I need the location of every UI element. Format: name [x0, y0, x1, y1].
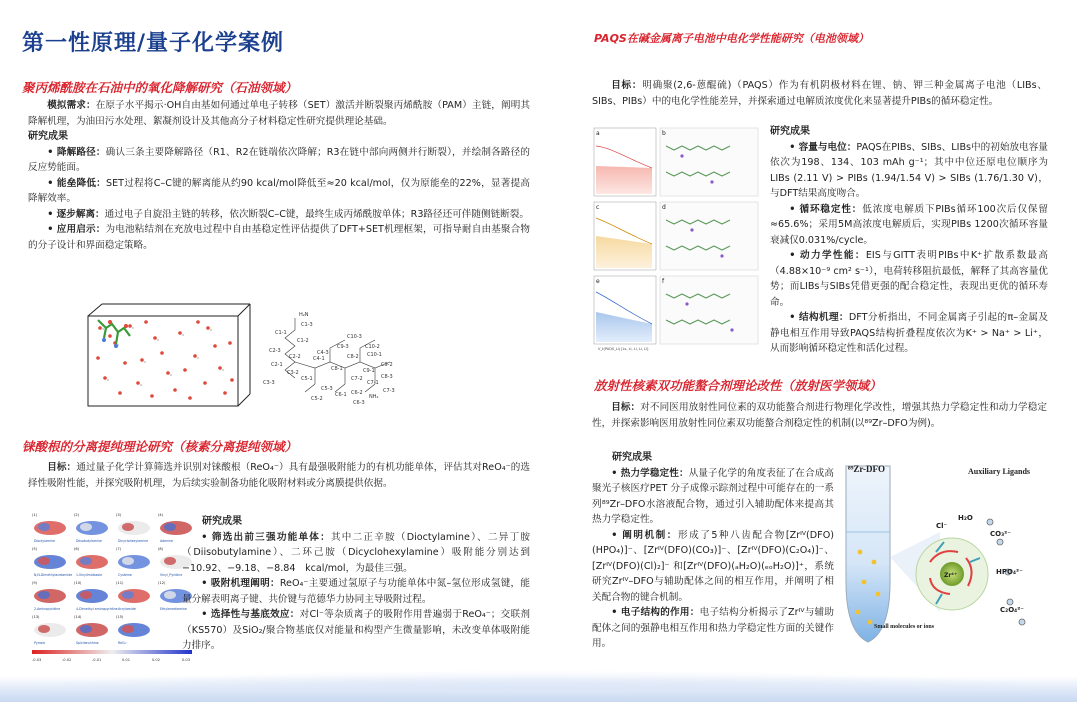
species-label: Cl⁻ [936, 522, 948, 530]
svg-text:C7-1: C7-1 [367, 380, 379, 386]
item-text: 低浓度电解质下PIBs循环100次后仅保留≈65.6%；采用5M高浓度电解质后，实现PIBs 1200次循环容量衰减仅0.031%/cycle。 [770, 203, 1048, 246]
item-label: • 容量与电位： [789, 141, 857, 153]
item-label: • 应用启示： [47, 224, 106, 235]
molecule-name: Ethylenediamine [160, 607, 187, 611]
svg-text:C2-3: C2-3 [269, 348, 281, 354]
panel-label: a [596, 130, 600, 137]
goal-label: 目标： [611, 402, 641, 413]
item-text: 电子结构分析揭示了Zrᴵⱽ与辅助配体之间的强静电相互作用和热力学稳定性方面的关键作用。 [592, 607, 834, 649]
svg-text:C6-2: C6-2 [351, 390, 363, 396]
molecule-esp-region [80, 523, 92, 531]
item-label: • 阐明机制： [611, 529, 678, 541]
scale-tick: -0.03 [32, 658, 42, 662]
section-body-pam [28, 98, 530, 253]
svg-text:C2-1: C2-1 [271, 362, 283, 368]
molecule-esp-region [80, 557, 92, 565]
item-label: • 循环稳定性： [789, 203, 863, 215]
sim-text: 在原子水平揭示·OH自由基如何通过单电子转移（SET）激活并断裂聚丙烯酰胺（PAM）主链，阐明其降解机理，为油田污水处理、絮凝剂设计及其他高分子材料稳定性研究提供理论基础。 [28, 100, 530, 127]
molecule-name: Diisobutylamine [76, 539, 102, 543]
molecule-esp-region [164, 557, 176, 565]
item-text: ReO₄⁻主要通过氢原子与功能单体中氮–氢位形成氢键，能量分解表明离子键、共价键与范德华力协同主导吸附过程。 [182, 578, 530, 605]
section-results-reo4 [182, 514, 530, 654]
svg-text:C10-1: C10-1 [367, 352, 382, 358]
molecule-esp-region [122, 591, 134, 599]
results-title: 研究成果 [612, 452, 652, 463]
svg-text:H₂N: H₂N [299, 312, 309, 318]
molecule-index: (1) [32, 513, 38, 517]
molecule-name: Adenine [160, 539, 173, 543]
item-text: 通过电子自旋沿主链的转移，依次断裂C–C键，最终生成丙烯酰胺单体；R3路径还可伴随侧链断裂。 [104, 208, 529, 220]
results-title: 研究成果 [770, 126, 810, 137]
item-text: DFT分析指出，不同金属离子引起的π–金属及静电相互作用导致PAQS结构折叠程度依次为K⁺ > Na⁺ > Li⁺，从而影响循环稳定性和活化过程。 [770, 312, 1048, 354]
scale-tick: 0.01 [122, 658, 131, 662]
molecule-esp-region [38, 591, 50, 599]
small-molecules-label: Small molecules or ions [874, 624, 935, 630]
molecule-name: Cysteine [118, 573, 132, 577]
species-label: HPO₄²⁻ [996, 568, 1023, 576]
item-text: 确认三条主要降解路径（R1、R2在链端依次降解；R3在链中部向两侧并行断裂），并绘制各路径的反应势能面。 [28, 146, 530, 173]
molecule-name: Dioctylamine [34, 539, 55, 543]
molecule-index: (12) [158, 581, 166, 585]
molecule-name: 4-Dimethyl aminopyridine [76, 607, 118, 611]
svg-text:C10-2: C10-2 [365, 344, 380, 350]
molecule-esp-region [164, 523, 176, 531]
goal-text: 明确聚(2,6-蒽醌硫)（PAQS）作为有机阴极材料在锂、钠、钾三种金属离子电池（LIBs、SIBs、PIBs）中的电化学性能差异，并探索通过电解质浓度优化来显著提升PIBs的循环稳定性。 [592, 80, 1047, 107]
molecule-name: 2-Aminopyridine [34, 607, 61, 611]
goal-text: 对不同医用放射性同位素的双功能螯合剂进行物理化学改性，增强其热力学稳定性和动力学稳定性，并探索影响医用放射性同位素双功能螯合剂稳定性的机制(以⁸⁹Zr–DFO为例)。 [592, 402, 1048, 429]
svg-text:C5-2: C5-2 [311, 396, 323, 402]
section-goal-paqs [592, 78, 1047, 109]
svg-text:C3-2: C3-2 [287, 370, 299, 376]
species-label: CO₃²⁻ [990, 530, 1011, 538]
svg-text:C9-2: C9-2 [381, 362, 393, 368]
section-heading-pam: 聚丙烯酰胺在石油中的氧化降解研究（石油领域） [22, 80, 298, 95]
results-title: 研究成果 [28, 131, 68, 142]
svg-text:C1-1: C1-1 [275, 330, 287, 336]
item-label: • 降解路径： [47, 146, 106, 158]
svg-text:C8-1: C8-1 [331, 366, 343, 372]
molecule-index: (2) [74, 513, 80, 517]
molecule-esp-region [38, 523, 50, 531]
item-text: 对Cl⁻等杂质离子的吸附作用普遍弱于ReO₄⁻；交联剂（KS570）及SiO₂/聚合物基底仅对能量和构型产生微量影响，未改变单体吸附能力排序。 [182, 609, 530, 651]
molecule-esp-region [164, 591, 176, 599]
section-goal-reo4 [28, 460, 530, 491]
item-text: 形成了5种八齿配合物[Zrᴵⱽ(DFO)(HPO₄)]⁻、[Zrᴵⱽ(DFO)(CO₃)]⁻、[Zrᴵⱽ(DFO)(C₂O₄)]⁻、[Zrᴵⱽ(DFO)(Cl)₂]⁻ 和[Zrᴵⱽ(DFO)(ₐH₂O)(ₑₒH₂O)]⁺，系统研究Zrᴵⱽ–DFO与辅助配体之间的相互作用，并阐明了相关配合物的键合机制。 [592, 529, 834, 603]
esp-molecules-figure [28, 510, 200, 662]
molecule-name: Dicyclohexylamine [118, 539, 149, 543]
footer-band [0, 676, 1077, 702]
fig-ligands-label: Auxiliary Ligands [968, 467, 1031, 476]
molecule-esp-region [122, 523, 134, 531]
molecule-esp-region [122, 625, 134, 633]
x-axis-label: V_t(PAQS_Li) [Ls, Li, Li, Li, Li] [598, 347, 649, 351]
svg-text:C4-1: C4-1 [313, 356, 325, 362]
goal-text: 通过量子化学计算筛选并识别对铼酸根（ReO₄⁻）具有最强吸附能力的有机功能单体，评估其对ReO₄⁻的选择性吸附性能，并探究吸附机理，为后续实验制备功能化吸附材料或分离膜提供依据。 [28, 462, 530, 489]
item-label: • 动力学性能： [789, 250, 866, 261]
panel-label: f [662, 278, 665, 285]
molecule-name: Spiclienuthine [76, 641, 99, 645]
item-label: • 选择性与基底效应： [201, 609, 300, 620]
svg-text:C6-1: C6-1 [335, 392, 347, 398]
molecule-index: (10) [74, 581, 82, 585]
section-results-paqs [770, 124, 1048, 357]
molecule-esp-region [80, 625, 92, 633]
svg-text:C5-1: C5-1 [301, 376, 313, 382]
svg-text:C3-3: C3-3 [263, 380, 275, 386]
svg-text:C10-3: C10-3 [347, 334, 362, 340]
svg-text:C1-3: C1-3 [301, 322, 313, 328]
svg-text:C7-2: C7-2 [351, 376, 363, 382]
svg-text:C6-3: C6-3 [353, 400, 365, 406]
section-heading-reo4: 铼酸根的分离提纯理论研究（核素分离提纯领域） [22, 439, 298, 454]
pam-structure-figure [255, 308, 415, 418]
item-label: • 筛选出前三强功能单体： [201, 531, 331, 543]
molecule-index: (14) [74, 615, 82, 619]
item-label: • 逐步解离： [47, 208, 105, 220]
molecule-index: (13) [32, 615, 40, 619]
svg-text:C5-3: C5-3 [321, 386, 333, 392]
item-text: EIS与GITT表明PIBs中K⁺扩散系数最高（4.88×10⁻⁹ cm² s⁻¹），电荷转移阻抗最低，解释了其高容量优势；而LIBs与SIBs凭借更强的配合稳定性，表现出更优的循环寿命。 [770, 250, 1048, 308]
section-results-zr [592, 450, 834, 652]
results-title: 研究成果 [202, 516, 242, 527]
item-text: SET过程将C–C键的解离能从约90 kcal/mol降低至≈20 kcal/mol，仅为原能垒的22%，显著提高降解效率。 [28, 177, 530, 204]
molecule-name: ReO₄⁻ [118, 641, 128, 645]
zr-dfo-figure [840, 462, 1050, 658]
species-label: H₂O [958, 514, 973, 522]
svg-text:C7-3: C7-3 [383, 388, 395, 394]
scale-tick: 0.02 [152, 658, 161, 662]
section-heading-zr: 放射性核素双功能螯合剂理论改性（放射医学领域） [594, 378, 882, 393]
item-text: 为电池粘结剂在充放电过程中自由基稳定性评估提供了DFT+SET机理框架，可指导耐自由基聚合物的分子设计和界面稳定策略。 [28, 224, 530, 251]
molecule-esp-region [38, 557, 50, 565]
molecule-esp-region [122, 557, 134, 565]
molecule-name: Vinyl_Pyridine [160, 573, 183, 577]
molecule-name: N,N-Dimethylacetamide [34, 573, 73, 577]
item-label: • 热力学稳定性： [611, 467, 689, 479]
scale-tick: 0.03 [182, 658, 191, 662]
item-text: 从量子化学的角度表征了在合成高聚光子核医疗PET 分子成像示踪剂过程中可能存在的一系列⁸⁹Zr–DFO水溶液配合物，通过引入辅助配体来提高其热力学稳定性。 [592, 467, 834, 525]
molecule-index: (4) [158, 513, 164, 517]
svg-text:C8-3: C8-3 [381, 374, 393, 380]
molecule-index: (7) [116, 547, 122, 551]
svg-text:C4-3: C4-3 [317, 350, 329, 356]
species-label: C₂O₄²⁻ [1000, 606, 1024, 614]
molecule-name: Pyrrole [34, 641, 46, 645]
svg-text:NH₂: NH₂ [369, 394, 379, 400]
goal-label: 目标： [47, 462, 77, 473]
molecule-index: (5) [32, 547, 38, 551]
svg-text:C8-2: C8-2 [347, 354, 359, 360]
sim-label: 模拟需求： [47, 100, 96, 111]
section-goal-zr [592, 400, 1047, 431]
svg-text:C1-2: C1-2 [297, 338, 309, 344]
paqs-panels-figure [592, 126, 760, 352]
page-title: 第一性原理/量子化学案例 [22, 31, 285, 56]
molecule-esp-region [80, 591, 92, 599]
molecule-index: (3) [116, 513, 122, 517]
molecule-name: Acrylamide [118, 607, 136, 611]
molecule-index: (15) [116, 615, 124, 619]
molecule-index: (11) [116, 581, 124, 585]
item-label: • 吸附机理阐明： [201, 578, 280, 589]
svg-text:C9-1: C9-1 [363, 368, 375, 374]
item-label: • 能垒降低： [47, 177, 106, 189]
svg-text:C2-2: C2-2 [289, 354, 301, 360]
molecule-index: (8) [158, 547, 164, 551]
scale-tick: -0.02 [62, 658, 72, 662]
molecule-index: (6) [74, 547, 80, 551]
molecule-esp-region [38, 625, 50, 633]
item-label: • 结构机理： [789, 312, 849, 323]
item-text: PAQS在PIBs、SIBs、LIBs中的初始放电容量依次为198、134、103 mAh g⁻¹；其中中位还原电位顺序为LIBs (2.11 V) > PIBs (1.94/1.54 V) > SIBs (1.76/1.30 V)，与DFT结果高度吻合。 [770, 141, 1048, 199]
molecule-index: (9) [32, 581, 38, 585]
panel-label: e [596, 278, 600, 285]
pam-water-box-figure [80, 298, 255, 410]
svg-text:C9-3: C9-3 [337, 344, 349, 350]
goal-label: 目标： [611, 80, 643, 91]
scale-tick: -0.01 [92, 658, 102, 662]
molecule-name: 1-Vinylimidazole [76, 573, 103, 577]
fig-title: ⁸⁹Zr-DFO [848, 464, 886, 474]
zr-label: Zr⁴⁺ [944, 572, 958, 579]
item-text: 其中二正辛胺（Dioctylamine）、二异丁胺（Diisobutylamine）、二环己胺（Dicyclohexylamine）吸附能分别达到−10.92、−9.18、−8.84 kcal/mol，为最佳三强。 [182, 531, 530, 574]
panel-label: b [662, 130, 666, 137]
panel-label: c [596, 204, 600, 211]
section-heading-paqs: PAQS在碱金属离子电池中电化学性能研究（电池领域） [594, 32, 869, 45]
panel-label: d [662, 204, 666, 211]
item-label: • 电子结构的作用： [611, 607, 700, 618]
